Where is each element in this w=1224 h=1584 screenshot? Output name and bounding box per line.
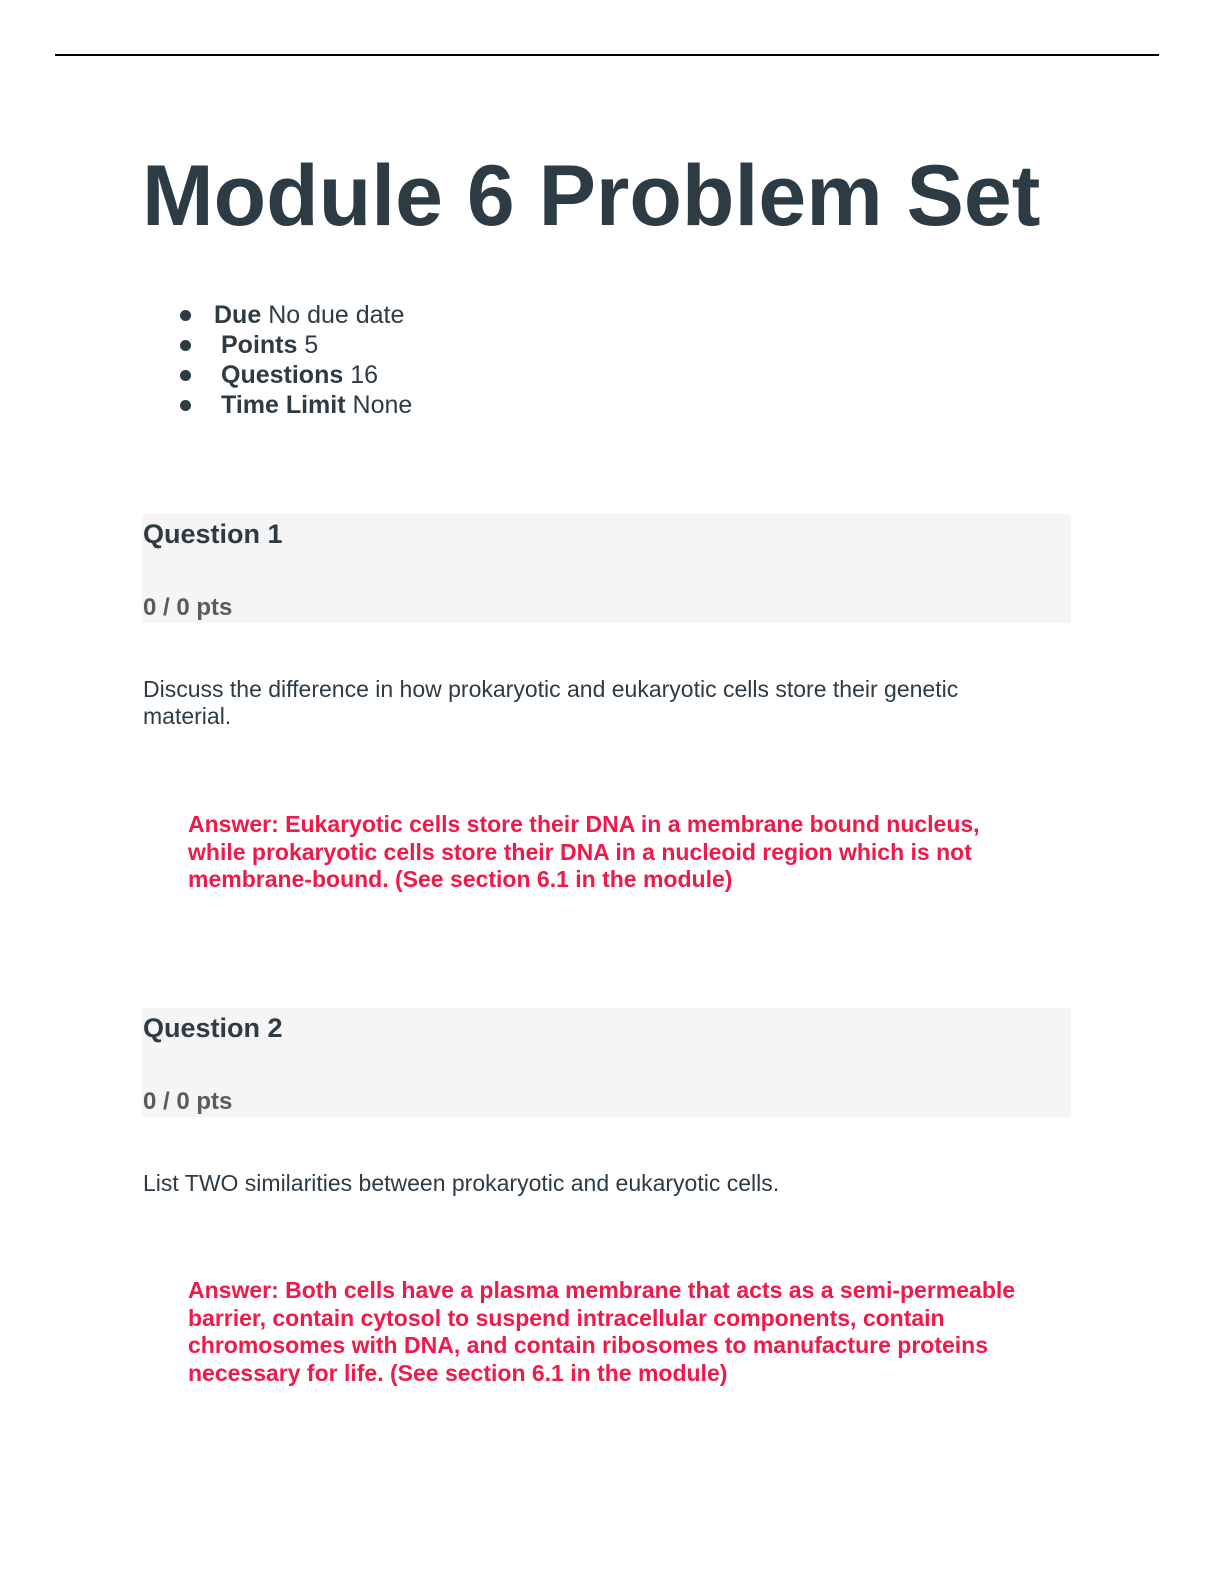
top-divider <box>55 54 1159 56</box>
bullet-icon <box>180 310 191 321</box>
question-1-text: Discuss the difference in how prokaryotic and eukaryotic cells store their genetic material. <box>143 676 959 729</box>
question-title: Question 1 <box>143 519 283 549</box>
question-points: 0 / 0 pts <box>143 1088 233 1115</box>
meta-label: Time Limit <box>221 391 346 419</box>
bullet-icon <box>180 400 191 411</box>
meta-value: 16 <box>350 361 379 389</box>
meta-label: Due <box>214 301 262 329</box>
page-title: Module 6 Problem Set <box>142 148 1041 244</box>
meta-value: 5 <box>304 331 319 359</box>
meta-value: No due date <box>268 301 405 329</box>
question-title: Question 2 <box>143 1013 283 1043</box>
meta-label: Questions <box>221 361 344 389</box>
bullet-icon <box>180 370 191 381</box>
question-points: 0 / 0 pts <box>143 594 233 621</box>
meta-label: Points <box>221 331 298 359</box>
bullet-icon <box>180 340 191 351</box>
question-1-header <box>142 514 1071 623</box>
question-1-answer: Answer: Eukaryotic cells store their DNA in a membrane bound nucleus, while prokaryotic cells store their DNA in a nucleoid region which is not membrane-bound. (See section 6.1 in the module) <box>188 811 980 892</box>
question-2-answer: Answer: Both cells have a plasma membrane that acts as a semi-permeable barrier, contain cytosol to suspend intracellular components, contain chromosomes with DNA, and contain ribosomes to manufacture proteins necessary for life. (See section 6.1 in the module) <box>188 1277 1016 1386</box>
question-2-text: List TWO similarities between prokaryotic and eukaryotic cells. <box>143 1170 780 1196</box>
question-2-header <box>142 1008 1071 1117</box>
meta-value: None <box>352 391 413 419</box>
